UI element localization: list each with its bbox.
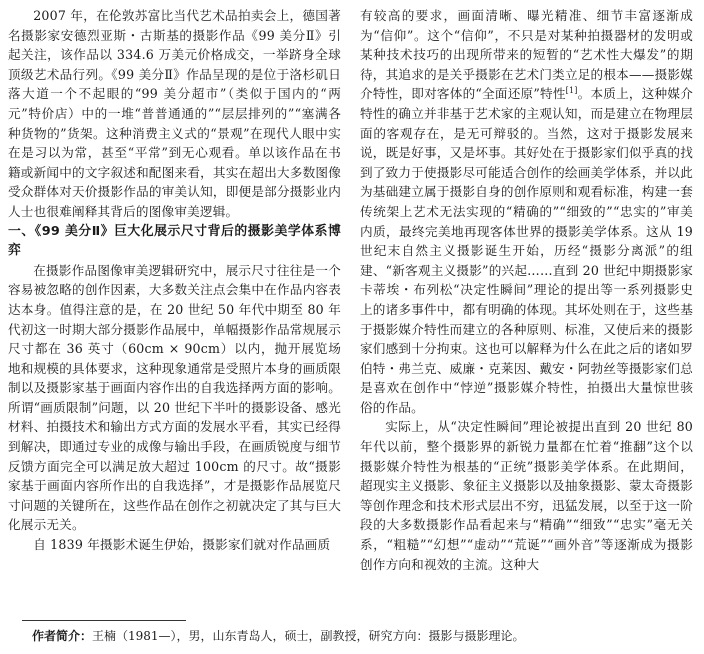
author-footnote [32, 627, 692, 645]
paragraph-decisive-moment: 实际上，从“决定性瞬间”理论被提出直到 20 世纪 80 年代以前，整个摄影界的新锐力量都在忙着“推翻”这个以摄影媒介特性为根基的“正统”摄影美学体系。在此期间，超现实主义摄影、象征主义摄影以及抽象摄影、蒙太奇摄影等创作理念和技术形式层出不穷，迅猛发展，以至于这一阶段的大多数摄影作品看起来与“精确”“细致”“忠实”毫无关系，“粗糙”“幻想”“虚动”“荒诞”“画外音”等逐渐成为摄影创作方向和视效的主流。这种大 [360, 419, 693, 572]
footnote-label: 作者简介： [32, 629, 93, 643]
paragraph-display-size: 在摄影作品图像审美逻辑研究中，展示尺寸往往是一个容易被忽略的创作因素，大多数关注点会集中在作品内容表达本身。值得注意的是，在 20 世纪 50 年代中期至 80 年代初这一时期大部分摄影作品展中，单幅摄影作品常规展示尺寸都在 36 英寸（60cm × 90cm）以内，抛开展览场地和规模的具体要求，这种现象通常是受照片本身的画质限制以及摄影家基于画面内容作出的自我选择两方面的影响。所谓“画质限制”问题，以 20 世纪下半叶的摄影设备、感光材料、拍摄技术和输出方式方面的发展水平看，其实已经得到解决，即通过专业的成像与输出手段，在画质锐度与细节反馈方面完全可以满足放大超过 100cm 的尺寸。故“摄影家基于画面内容所作出的自我选择”，才是摄影作品展览尺寸问题的关键所在，这些作品在创作之初就决定了其与巨大化展示无关。 [8, 262, 341, 533]
paragraph-continued-part-a: 有较高的要求，画面清晰、曝光精准、细节丰富逐渐成为“信仰”。这个“信仰”，不只是对某种拍摄器材的发明或某种技术技巧的出现所带来的短暂的“艺术性大爆发”的期待，其追求的是关乎摄影在艺术门类立足的根本——摄影媒介特性，即对客体的“全面还原”特性 [360, 8, 693, 102]
paragraph-continued [360, 6, 693, 417]
paragraph-continued-part-b: 。本质上，这种媒介特性的确立并非基于艺术家的主观认知，而是建立在物理层面的客观存在，是无可辩驳的。当然，这对于摄影发展来说，既是好事，又是坏事。其好处在于摄影家们似乎真的找到了致力于使摄影尽可能适合创作的绘画美学体系，并以此为基础建立属于摄影自身的创作原则和观看标准，构建一套传统架上艺术无法实现的“精确的”“细致的”“忠实的”审美内质，最终完美地再现客体世界的摄影美学体系。这从 19 世纪末自然主义摄影诞生开始，历经“摄影分离派”的组建、“新客观主义摄影”的兴起……直到 20 世纪中期摄影家卡蒂埃・布列松“决定性瞬间”理论的提出等一系列摄影史上的诸多事件中，都有明确的体现。其坏处则在于，这些基于摄影媒介特性而建立的各种原则、标准，又使后来的摄影家们感到十分拘束。这也可以解释为什么在此之后的诸如罗伯特・弗兰克、威廉・克莱因、戴安・阿勃丝等摄影家们总是喜欢在创作中“悖逆”摄影媒介特性，拍摄出大量惊世骇俗的作品。 [360, 86, 693, 415]
citation-marker: [1] [565, 86, 578, 96]
section-heading: 一、《99 美分Ⅱ》巨大化展示尺寸背后的摄影美学体系博弈 [8, 223, 341, 259]
paragraph-since-1839: 自 1839 年摄影术诞生伊始，摄影家们就对作品画质 [33, 537, 331, 553]
left-column [8, 6, 341, 555]
footnote-divider [22, 620, 186, 621]
paragraph-intro: 2007 年，在伦敦苏富比当代艺术品拍卖会上，德国著名摄影家安德烈亚斯・古斯基的摄影作品《99 美分Ⅱ》引起关注，该作品以 334.6 万美元价格成交，一举跻身全球顶级艺术品行列。《99 美分Ⅱ》作品呈现的是位于洛杉矶日落大道一个不起眼的“99 美分超市”（类似于国内的“两元”特价店）中的一堆“普普通通的”“层层排列的”“塞满各种货物的”货架。这种消费主义式的“景观”在现代人眼中实在是习以为常，甚至“平常”到无心观看。单以该作品在书籍或新闻中的文字叙述和配图来看，其实在超出大多数图像受众群体对天价摄影作品的审美认知，即便是部分摄影业内人士也很难阐释其背后的图像审美逻辑。 [8, 8, 341, 219]
footnote-text: 王楠（1981—），男，山东青岛人，硕士，副教授，研究方向：摄影与摄影理论。 [92, 629, 525, 643]
right-column [360, 6, 693, 574]
